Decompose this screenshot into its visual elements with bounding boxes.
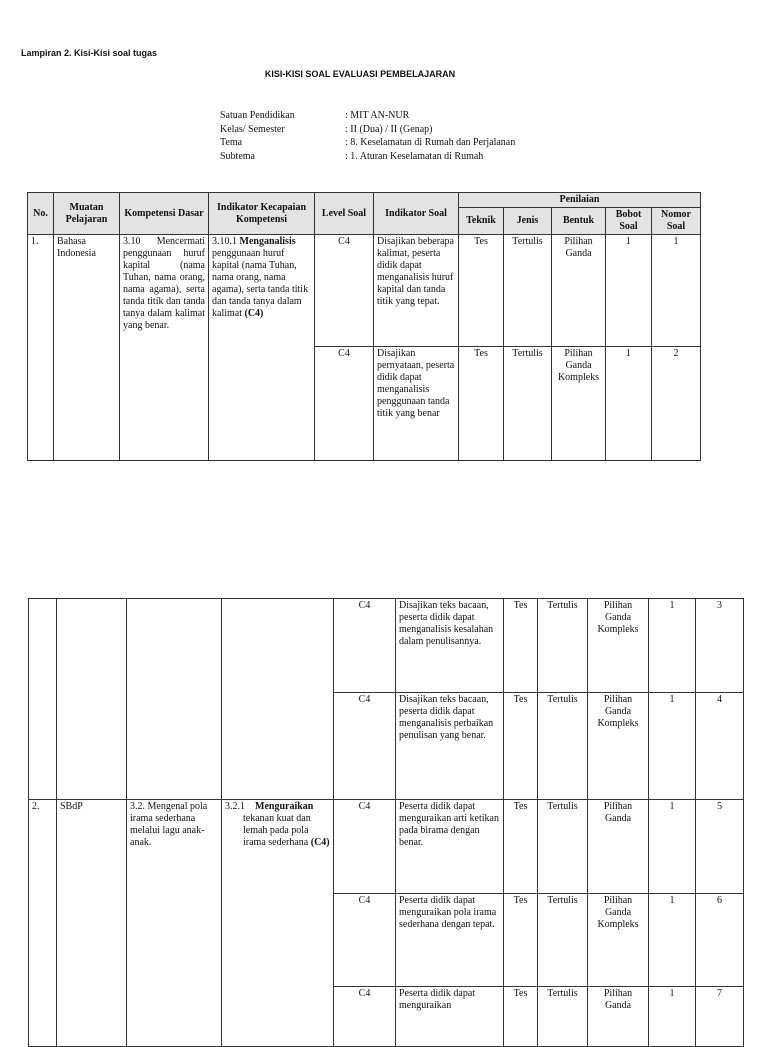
row-jenis: Tertulis [504, 347, 552, 461]
row-indikator: Disajikan pernyataan, peserta didik dapat menganalisis penggunaan tanda titik yang benar [374, 347, 459, 461]
meta-row [220, 109, 515, 123]
row-teknik: Tes [459, 347, 504, 461]
meta-value: : 1. Aturan Keselamatan di Rumah [345, 150, 484, 162]
meta-row [220, 123, 515, 137]
row-indikator: Disajikan teks bacaan, peserta didik dapat menganalisis kesalahan dalam penulisannya. [396, 599, 504, 693]
row-jenis: Tertulis [504, 235, 552, 347]
meta-label: Satuan Pendidikan [220, 110, 295, 121]
table-row [28, 235, 701, 347]
row-ikk [222, 599, 334, 800]
row-bentuk: Pilihan Ganda Kompleks [588, 599, 649, 693]
row-level: C4 [334, 894, 396, 987]
ikk-text: tekanan kuat dan lemah pada pola irama sederhana [243, 813, 311, 848]
row-indikator: Disajikan beberapa kalimat, peserta didik dapat menganalisis huruf kapital dan tanda titik yang tepat. [374, 235, 459, 347]
row-teknik: Tes [504, 987, 538, 1047]
ikk-number: 3.2.1 [225, 801, 245, 812]
meta-row [220, 136, 515, 150]
header-ikk: Indikator Kecapaian Kompetensi [209, 193, 315, 235]
row-jenis: Tertulis [538, 800, 588, 894]
row-level: C4 [334, 693, 396, 800]
ikk-level: (C4) [310, 837, 330, 848]
row-bentuk: Pilihan Ganda [588, 800, 649, 894]
row-bentuk: Pilihan Ganda Kompleks [588, 693, 649, 800]
ikk-level: (C4) [244, 308, 264, 319]
ikk-body [225, 813, 330, 849]
row-teknik: Tes [504, 693, 538, 800]
table-row [29, 599, 744, 693]
row-bobot: 1 [649, 800, 696, 894]
row-no [29, 599, 57, 800]
row-bobot: 1 [649, 987, 696, 1047]
row-jenis: Tertulis [538, 693, 588, 800]
row-jenis: Tertulis [538, 894, 588, 987]
row-bobot: 1 [649, 599, 696, 693]
row-nomor: 2 [652, 347, 701, 461]
row-teknik: Tes [504, 800, 538, 894]
row-bentuk: Pilihan Ganda [588, 987, 649, 1047]
row-ikk [222, 800, 334, 1047]
ikk-text: penggunaan huruf kapital (nama Tuhan, nama orang, nama agama), serta tanda titik dan tanda tanya dalam kalimat [212, 248, 309, 319]
row-indikator: Peserta didik dapat menguraikan arti ketikan pada birama dengan benar. [396, 800, 504, 894]
row-bentuk: Pilihan Ganda [552, 235, 606, 347]
header-bobot: Bobot Soal [606, 208, 652, 235]
row-nomor: 1 [652, 235, 701, 347]
row-level: C4 [334, 599, 396, 693]
row-teknik: Tes [504, 894, 538, 987]
row-no: 1. [28, 235, 54, 461]
row-nomor: 5 [696, 800, 744, 894]
row-no: 2. [29, 800, 57, 1047]
ikk-heading [225, 801, 330, 813]
ikk-verb: Menguraikan [255, 801, 314, 812]
row-ikk [209, 235, 315, 461]
row-indikator: Peserta didik dapat menguraikan pola irama sederhana dengan tepat. [396, 894, 504, 987]
row-kd: 3.2. Mengenal pola irama sederhana melalui lagu anak-anak. [127, 800, 222, 1047]
row-bentuk: Pilihan Ganda Kompleks [552, 347, 606, 461]
row-bobot: 1 [606, 235, 652, 347]
row-muatan [57, 599, 127, 800]
row-bobot: 1 [649, 693, 696, 800]
header-indikator-soal: Indikator Soal [374, 193, 459, 235]
row-level: C4 [334, 987, 396, 1047]
row-muatan: SBdP [57, 800, 127, 1047]
row-jenis: Tertulis [538, 599, 588, 693]
header-no: No. [28, 193, 54, 235]
ikk-verb: Menganalisis [239, 236, 296, 247]
row-kd [127, 599, 222, 800]
meta-value: : MIT AN-NUR [345, 110, 410, 121]
row-nomor: 6 [696, 894, 744, 987]
row-nomor: 7 [696, 987, 744, 1047]
row-indikator: Disajikan teks bacaan, peserta didik dapat menganalisis perbaikan penulisan yang benar. [396, 693, 504, 800]
meta-label: Subtema [220, 150, 255, 162]
row-teknik: Tes [504, 599, 538, 693]
row-bentuk: Pilihan Ganda Kompleks [588, 894, 649, 987]
row-nomor: 3 [696, 599, 744, 693]
row-nomor: 4 [696, 693, 744, 800]
row-muatan: Bahasa Indonesia [54, 235, 120, 461]
table-row [29, 800, 744, 894]
row-jenis: Tertulis [538, 987, 588, 1047]
grid-table-page-2 [28, 598, 744, 1047]
meta-label: Tema [220, 137, 243, 148]
meta-row [220, 150, 515, 164]
meta-value: : II (Dua) / II (Genap) [345, 123, 433, 135]
row-level: C4 [315, 235, 374, 347]
grid-table-page-1 [27, 192, 701, 461]
header-jenis: Jenis [504, 208, 552, 235]
row-level: C4 [315, 347, 374, 461]
ikk-number: 3.10.1 [212, 236, 237, 247]
header-level: Level Soal [315, 193, 374, 235]
header-bentuk: Bentuk [552, 208, 606, 235]
attachment-caption: Lampiran 2. Kisi-Kisi soal tugas [21, 48, 158, 58]
header-teknik: Teknik [459, 208, 504, 235]
row-level: C4 [334, 800, 396, 894]
meta-label: Kelas/ Semester [220, 123, 285, 135]
header-kd: Kompetensi Dasar [120, 193, 209, 235]
header-nomor: Nomor Soal [652, 208, 701, 235]
row-indikator: Peserta didik dapat menguraikan [396, 987, 504, 1047]
document-title: KISI-KISI SOAL EVALUASI PEMBELAJARAN [264, 69, 456, 79]
identity-block [220, 109, 515, 163]
row-kd: 3.10 Mencermati penggunaan huruf kapital (nama Tuhan, nama orang, nama agama), serta tanda titik dan tanda tanya dalam kalimat yang benar. [120, 235, 209, 461]
row-teknik: Tes [459, 235, 504, 347]
header-muatan: Muatan Pelajaran [54, 193, 120, 235]
row-bobot: 1 [606, 347, 652, 461]
meta-value: : 8. Keselamatan di Rumah dan Perjalanan [345, 137, 516, 148]
header-penilaian: Penilaian [459, 193, 701, 208]
row-bobot: 1 [649, 894, 696, 987]
